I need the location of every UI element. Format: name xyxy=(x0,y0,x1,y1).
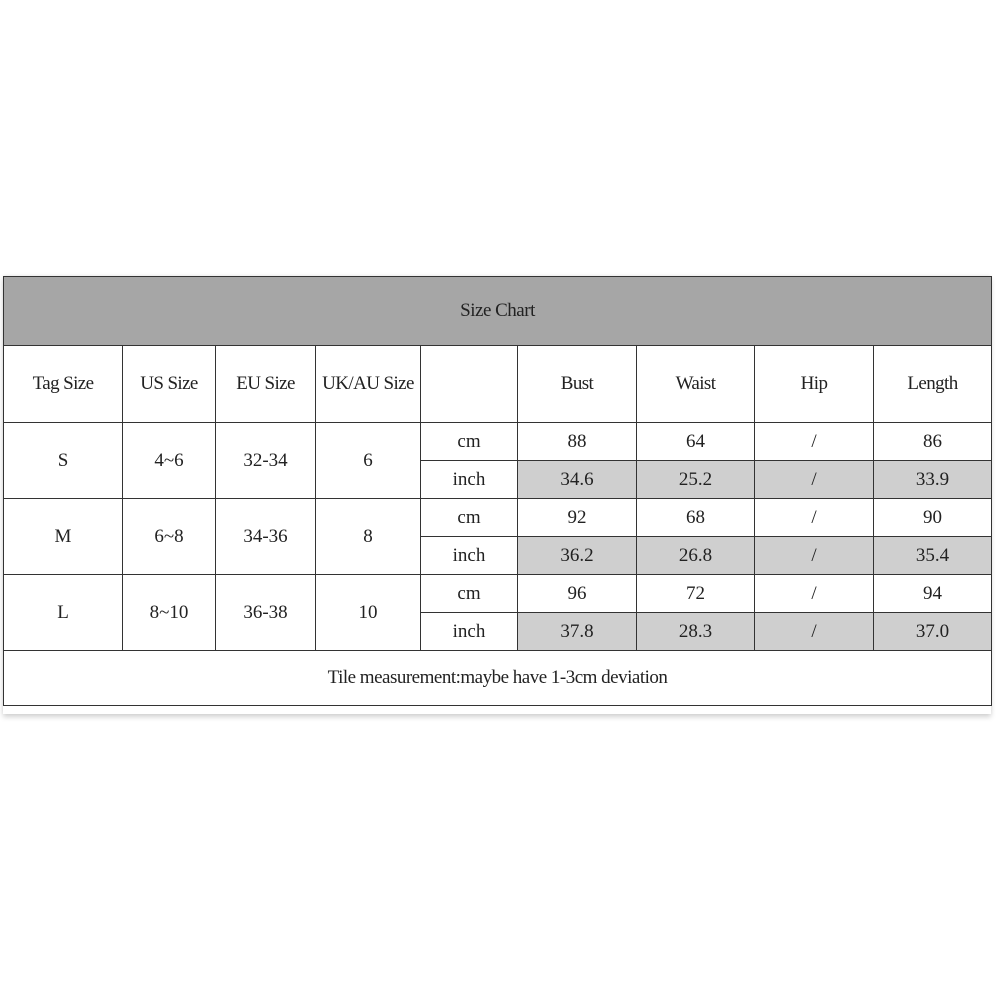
header-unit xyxy=(421,346,518,423)
length-cell: 90 xyxy=(874,499,992,537)
waist-cell: 28.3 xyxy=(637,613,755,651)
tag-size-cell: M xyxy=(4,499,123,575)
tag-size-cell: L xyxy=(4,575,123,651)
hip-cell: / xyxy=(755,423,874,461)
header-waist: Waist xyxy=(637,346,755,423)
bust-cell: 36.2 xyxy=(518,537,637,575)
size-chart-table xyxy=(3,276,992,706)
unit-cell: inch xyxy=(421,461,518,499)
header-row xyxy=(4,346,992,423)
hip-cell: / xyxy=(755,499,874,537)
bust-cell: 34.6 xyxy=(518,461,637,499)
unit-cell: cm xyxy=(421,575,518,613)
hip-cell: / xyxy=(755,537,874,575)
waist-cell: 26.8 xyxy=(637,537,755,575)
length-cell: 37.0 xyxy=(874,613,992,651)
us-size-cell: 8~10 xyxy=(123,575,216,651)
tag-size-cell: S xyxy=(4,423,123,499)
header-ukau-size: UK/AU Size xyxy=(316,346,421,423)
us-size-cell: 4~6 xyxy=(123,423,216,499)
header-hip: Hip xyxy=(755,346,874,423)
unit-cell: cm xyxy=(421,499,518,537)
us-size-cell: 6~8 xyxy=(123,499,216,575)
ukau-size-cell: 8 xyxy=(316,499,421,575)
waist-cell: 72 xyxy=(637,575,755,613)
waist-cell: 64 xyxy=(637,423,755,461)
waist-cell: 68 xyxy=(637,499,755,537)
table-row xyxy=(4,499,992,537)
header-bust: Bust xyxy=(518,346,637,423)
waist-cell: 25.2 xyxy=(637,461,755,499)
header-eu-size: EU Size xyxy=(216,346,316,423)
eu-size-cell: 32-34 xyxy=(216,423,316,499)
header-us-size: US Size xyxy=(123,346,216,423)
length-cell: 86 xyxy=(874,423,992,461)
length-cell: 94 xyxy=(874,575,992,613)
unit-cell: inch xyxy=(421,537,518,575)
hip-cell: / xyxy=(755,613,874,651)
hip-cell: / xyxy=(755,575,874,613)
ukau-size-cell: 10 xyxy=(316,575,421,651)
chart-title: Size Chart xyxy=(4,277,992,346)
eu-size-cell: 34-36 xyxy=(216,499,316,575)
measurement-note: Tile measurement:maybe have 1-3cm deviation xyxy=(4,651,992,706)
bust-cell: 88 xyxy=(518,423,637,461)
ukau-size-cell: 6 xyxy=(316,423,421,499)
header-length: Length xyxy=(874,346,992,423)
unit-cell: cm xyxy=(421,423,518,461)
unit-cell: inch xyxy=(421,613,518,651)
hip-cell: / xyxy=(755,461,874,499)
size-chart-frame xyxy=(3,276,991,714)
bust-cell: 92 xyxy=(518,499,637,537)
eu-size-cell: 36-38 xyxy=(216,575,316,651)
size-rows xyxy=(4,423,992,651)
table-row xyxy=(4,423,992,461)
length-cell: 35.4 xyxy=(874,537,992,575)
header-tag-size: Tag Size xyxy=(4,346,123,423)
bust-cell: 96 xyxy=(518,575,637,613)
table-row xyxy=(4,575,992,613)
length-cell: 33.9 xyxy=(874,461,992,499)
bust-cell: 37.8 xyxy=(518,613,637,651)
